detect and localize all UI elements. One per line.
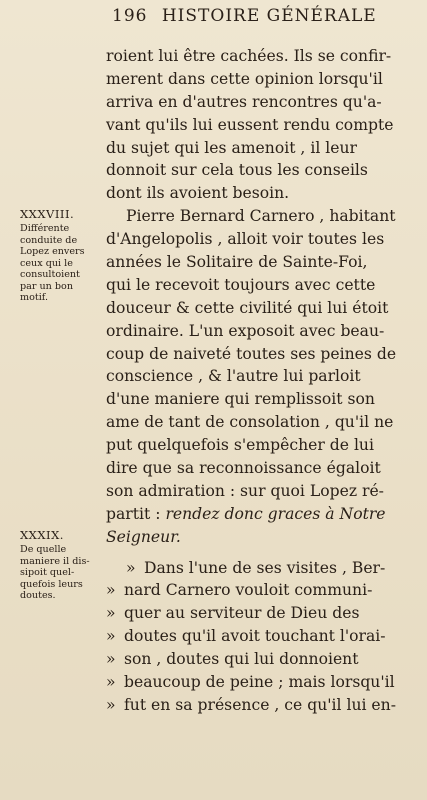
text-line: qui le recevoit toujours avec cette [106,275,376,294]
text-line [106,694,410,717]
italic-quote: Seigneur. [106,527,181,546]
margin-note-line: ceux qui le [20,257,73,269]
spacer [106,549,410,557]
margin-note-line: par un bon [20,280,73,292]
text-span: son , doutes qui lui donnoient [124,650,359,669]
text-span: nard Carnero vouloit communi- [124,581,373,600]
margin-note-line: De quelle [20,544,67,555]
text-line: put quelquefois s'empêcher de lui [106,436,374,455]
margin-note-line: quefois leurs [20,578,83,590]
margin-note-line: conduite de [20,234,78,246]
text-line: son admiration : sur quoi Lopez ré- [106,481,384,500]
text-line: ame de tant de consolation , qu'il ne [106,413,394,432]
margin-note-line: Différente [20,223,70,234]
running-header [112,6,412,26]
margin-note-line: motif. [20,292,49,303]
text-line [106,503,410,526]
quote-mark: » [106,673,116,692]
italic-quote: rendez donc graces à Notre [165,504,386,523]
quote-mark: » [106,581,116,600]
text-line: merent dans cette opinion lorsqu'il [106,69,383,88]
text-line [106,648,410,671]
margin-note-39 [20,528,108,602]
margin-note-line: sipoit quel- [20,567,75,578]
paragraph-start-line: Pierre Bernard Carnero , habitant [126,207,396,226]
text-line: vant qu'ils lui eussent rendu compte [106,115,394,134]
text-line: ordinaire. L'un exposoit avec beau- [106,321,385,340]
text-span: quer au serviteur de Dieu des [124,604,360,623]
text-span: Dans l'une de ses visites , Ber- [144,558,386,577]
text-line [106,671,410,694]
quote-mark: » [126,558,136,577]
margin-note-numeral: XXXVIII. [20,207,75,221]
text-line: conscience , & l'autre lui parloit [106,367,361,386]
margin-note-line: Lopez envers [20,246,85,257]
margin-note-numeral: XXXIX. [20,528,64,542]
running-title: HISTOIRE GÉNÉRALE [161,6,377,26]
text-line: dont ils avoient besoin. [106,184,290,203]
margin-note-line: doutes. [20,590,56,601]
text-span: partit : [106,504,161,523]
text-line: du sujet qui les amenoit , il leur [106,138,357,157]
quote-mark: » [106,604,116,623]
quote-mark: » [106,650,116,669]
text-line: douceur & cette civilité qui lui étoit [106,298,389,317]
text-span: doutes qu'il avoit touchant l'orai- [124,627,386,646]
page-number: 196 [112,6,148,26]
quote-mark: » [106,627,116,646]
text-span: beaucoup de peine ; mais lorsqu'il [124,673,395,692]
text-line: donnoit sur cela tous les conseils [106,161,368,180]
text-line: d'Angelopolis , alloit voir toutes les [106,230,385,249]
text-line: années le Solitaire de Sainte-Foi, [106,253,368,272]
paragraph-start-line [106,557,410,580]
body-text [106,45,410,717]
text-line [106,625,410,648]
margin-note-38 [20,207,108,304]
text-line: d'une maniere qui remplissoit son [106,390,375,409]
text-line [106,579,410,602]
text-line [106,602,410,625]
text-line: arriva en d'autres rencontres qu'a- [106,92,382,111]
margin-note-line: consultoient [20,269,80,280]
text-line: roient lui être cachées. Ils se confir- [106,47,392,65]
text-line: dire que sa reconnoissance égaloit [106,459,381,478]
text-line: coup de naiveté toutes ses peines de [106,344,397,363]
margin-note-line: maniere il dis- [20,555,90,567]
quote-mark: » [106,695,116,714]
text-span: fut en sa présence , ce qu'il lui en- [124,695,396,714]
